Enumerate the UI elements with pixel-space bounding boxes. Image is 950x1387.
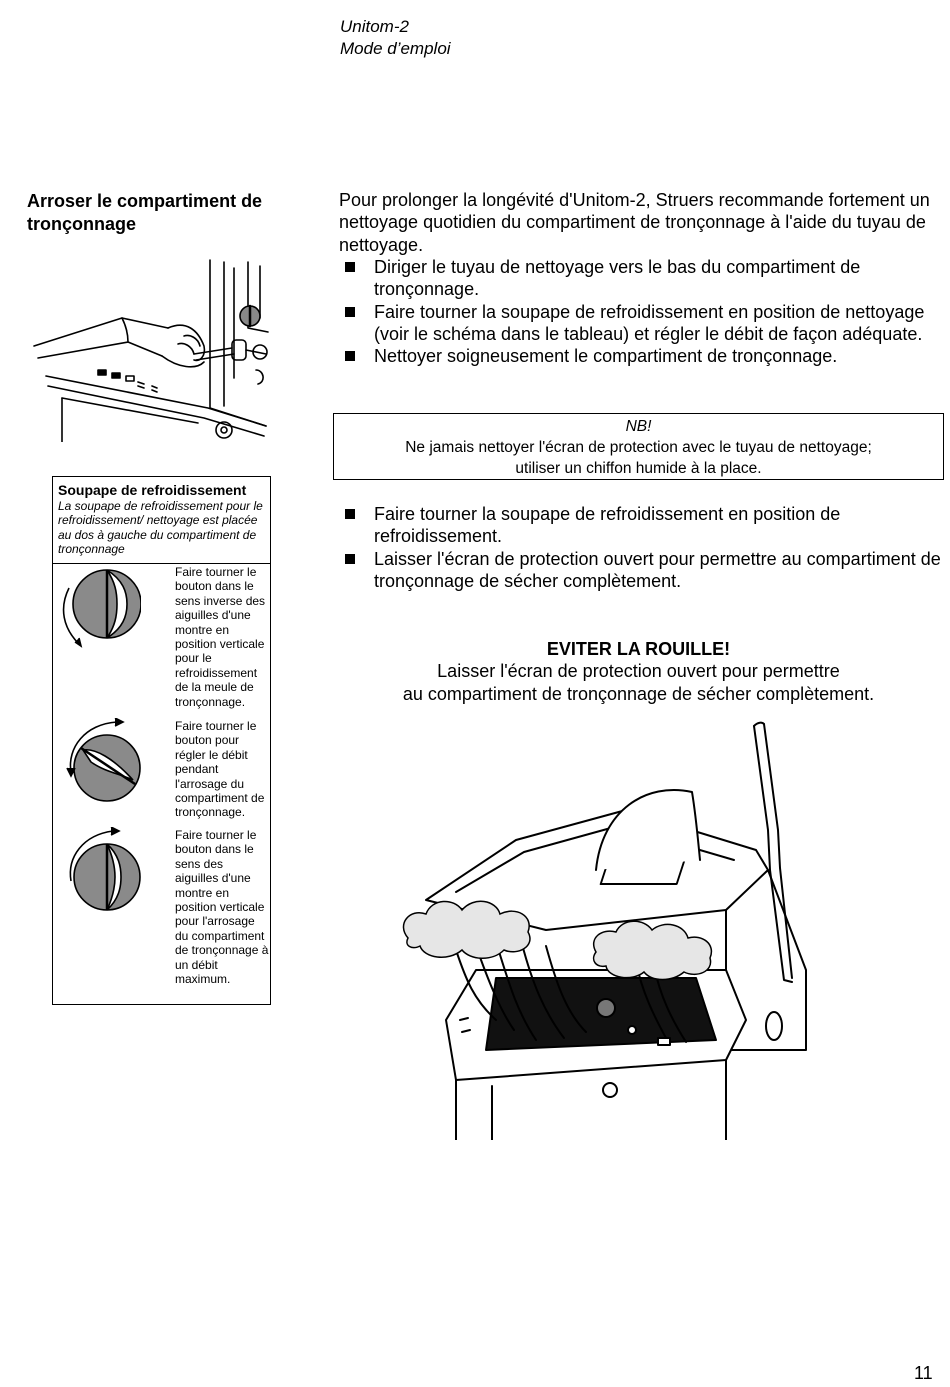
cooling-valve-header bbox=[53, 477, 270, 564]
cutting-machine-illustration bbox=[396, 720, 826, 1140]
nb-line2: utiliser un chiffon humide à la place. bbox=[515, 460, 762, 477]
bullet-square-icon bbox=[345, 307, 355, 317]
cooling-valve-title: Soupape de refroidissement bbox=[58, 482, 247, 498]
page-number: 11 bbox=[914, 1363, 933, 1383]
valve-step-3-text: Faire tourner le bouton dans le sens des aiguilles d'une montre en position verticale pour l'arrosage du compartiment de tronçonnage à un débit maximum. bbox=[175, 828, 269, 987]
valve-step-1 bbox=[53, 564, 270, 714]
cooling-valve-table bbox=[52, 476, 271, 1005]
rust-warning-line2: au compartiment de tronçonnage de sécher complètement. bbox=[402, 683, 875, 704]
valve-step-2-text: Faire tourner le bouton pour régler le débit pendant l'arrosage du compartiment de tronçonnage. bbox=[175, 719, 265, 820]
section-title-line2: tronçonnage bbox=[27, 214, 137, 234]
bullet-square-icon bbox=[345, 262, 355, 272]
list-item: Diriger le tuyau de nettoyage vers le bas du compartiment de tronçonnage. bbox=[338, 256, 942, 301]
bullet-square-icon bbox=[345, 351, 355, 361]
valve-step-2 bbox=[53, 718, 270, 828]
intro-paragraph: Pour prolonger la longévité d'Unitom-2, Struers recommande fortement un nettoyage quotidien du compartiment de tronçonnage à l'aide du tuyau de nettoyage. bbox=[339, 190, 930, 255]
valve-step-3 bbox=[53, 827, 270, 1002]
rust-warning-title: EVITER LA ROUILLE! bbox=[546, 639, 731, 659]
cooling-valve-description: La soupape de refroidissement pour le refroidissement/ nettoyage est placée au dos à gauche du compartiment de tronçonnage bbox=[58, 499, 263, 557]
drying-steps-list bbox=[338, 503, 942, 592]
list-item: Nettoyer soigneusement le compartiment de tronçonnage. bbox=[338, 345, 942, 367]
valve-step-1-text: Faire tourner le bouton dans le sens inverse des aiguilles d'une montre en position verticale pour le refroidissement de la meule de tronçonnage. bbox=[175, 565, 266, 709]
valve-diagonal-icon bbox=[61, 718, 143, 808]
valve-vertical-cw-icon bbox=[61, 827, 143, 917]
valve-vertical-ccw-icon bbox=[61, 564, 141, 650]
document-subtitle: Mode d’emploi bbox=[340, 39, 451, 58]
bullet-square-icon bbox=[345, 554, 355, 564]
hose-cleaning-illustration bbox=[28, 258, 272, 442]
nb-line1: Ne jamais nettoyer l'écran de protection avec le tuyau de nettoyage; bbox=[405, 439, 872, 456]
list-item: Faire tourner la soupape de refroidissement en position de nettoyage (voir le schéma dans le tableau) et régler le débit de façon adéquate. bbox=[338, 301, 942, 346]
rust-warning bbox=[333, 638, 944, 705]
cleaning-steps-list bbox=[338, 256, 942, 367]
nb-notice-box bbox=[333, 413, 944, 480]
list-item: Faire tourner la soupape de refroidissement en position de refroidissement. bbox=[338, 503, 942, 548]
bullet-square-icon bbox=[345, 509, 355, 519]
section-title bbox=[27, 190, 317, 236]
section-title-line1: Arroser le compartiment de bbox=[27, 191, 263, 211]
rust-warning-line1: Laisser l'écran de protection ouvert pour permettre bbox=[437, 661, 840, 682]
nb-title: NB! bbox=[625, 418, 652, 435]
list-item: Laisser l'écran de protection ouvert pour permettre au compartiment de tronçonnage de sécher complètement. bbox=[338, 548, 942, 593]
document-title: Unitom-2 bbox=[340, 17, 409, 36]
